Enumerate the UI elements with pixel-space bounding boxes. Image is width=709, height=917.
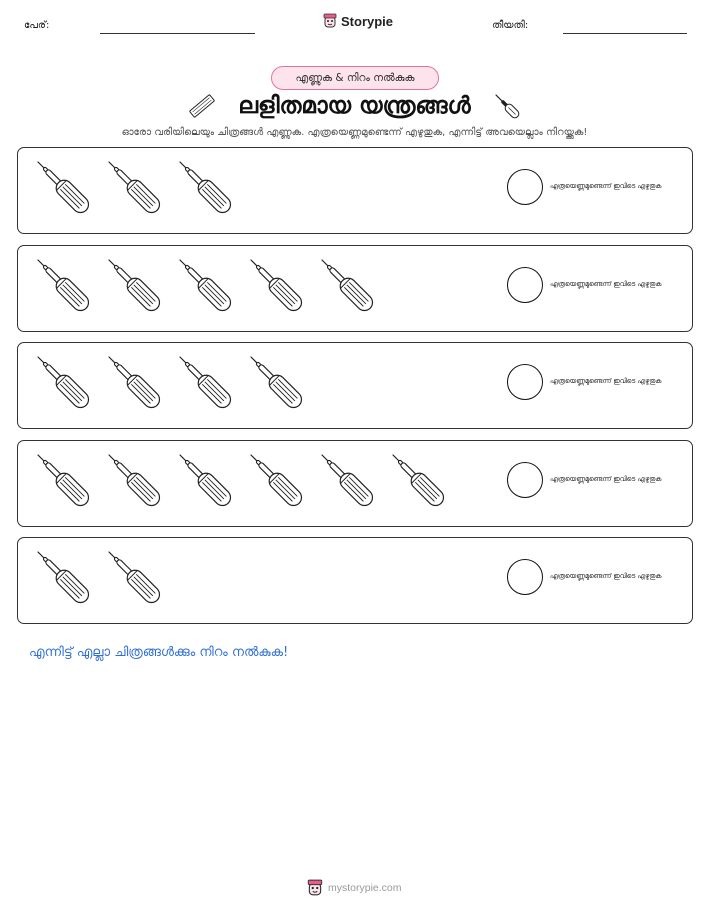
screwdriver-icon — [383, 449, 454, 519]
storypie-mascot-icon — [307, 879, 323, 897]
screwdriver-icon — [99, 254, 170, 324]
screwdriver-icon — [170, 254, 241, 324]
screwdriver-icon — [28, 449, 99, 519]
screwdriver-icon — [99, 351, 170, 421]
answer-hint: എത്രയെണ്ണമുണ്ടെന്ന് ഇവിടെ എഴുതുക — [550, 474, 662, 483]
screwdriver-icon — [170, 351, 241, 421]
answer-circle[interactable] — [507, 559, 543, 595]
color-instruction: എന്നിട്ട് എല്ലാ ചിത്രങ്ങൾക്കും നിറം നൽകുക! — [29, 645, 289, 660]
tool-group — [28, 254, 383, 324]
tool-group — [28, 449, 454, 519]
screwdriver-icon — [99, 449, 170, 519]
screwdriver-icon — [241, 254, 312, 324]
date-line[interactable] — [563, 33, 687, 34]
answer-circle[interactable] — [507, 267, 543, 303]
name-line[interactable] — [100, 33, 255, 34]
counting-row — [17, 440, 693, 527]
screwdriver-icon — [241, 351, 312, 421]
screwdriver-icon — [241, 449, 312, 519]
answer-circle[interactable] — [507, 169, 543, 205]
title-row — [0, 88, 709, 124]
screwdriver-icon — [491, 90, 523, 122]
answer-circle[interactable] — [507, 462, 543, 498]
page-title: ലളിതമായ യന്ത്രങ്ങൾ — [238, 93, 471, 119]
plank-icon — [186, 90, 218, 122]
answer-circle[interactable] — [507, 364, 543, 400]
instructions: ഓരോ വരിയിലെയും ചിത്രങ്ങൾ എണ്ണുക. എത്രയെണ്ണമുണ്ടെന്ന് എഴുതുക, എന്നിട്ട് അവയെല്ലാം നിറയ്ക്കുക! — [121, 127, 588, 138]
answer-hint: എത്രയെണ്ണമുണ്ടെന്ന് ഇവിടെ എഴുതുക — [550, 377, 662, 385]
activity-badge: എണ്ണുക & നിറം നൽകുക — [271, 66, 439, 90]
screwdriver-icon — [28, 254, 99, 324]
counting-rows — [17, 147, 693, 635]
screwdriver-icon — [28, 156, 99, 226]
date-label: തീയതി: — [492, 20, 529, 31]
tool-group — [28, 156, 241, 226]
answer-hint: എത്രയെണ്ണമുണ്ടെന്ന് ഇവിടെ എഴുതുക — [550, 279, 662, 288]
storypie-mascot-icon — [323, 13, 337, 29]
screwdriver-icon — [99, 156, 170, 226]
answer-hint: എത്രയെണ്ണമുണ്ടെന്ന് ഇവിടെ എഴുതുക — [550, 182, 662, 190]
answer-hint: എത്രയെണ്ണമുണ്ടെന്ന് ഇവിടെ എഴുതുക — [550, 572, 662, 580]
counting-row — [17, 147, 693, 234]
screwdriver-icon — [28, 351, 99, 421]
screwdriver-icon — [312, 449, 383, 519]
counting-row — [17, 537, 693, 624]
screwdriver-icon — [170, 156, 241, 226]
footer-site-link[interactable]: mystorypie.com — [328, 882, 402, 894]
name-label: പേര്: — [24, 20, 50, 31]
tool-group — [28, 351, 312, 421]
footer-brand — [307, 879, 402, 897]
brand-name: Storypie — [341, 13, 394, 29]
counting-row — [17, 342, 693, 429]
screwdriver-icon — [312, 254, 383, 324]
brand-logo — [323, 13, 393, 29]
counting-row — [17, 245, 693, 332]
screwdriver-icon — [99, 546, 170, 616]
tool-group — [28, 546, 170, 616]
screwdriver-icon — [28, 546, 99, 616]
screwdriver-icon — [170, 449, 241, 519]
